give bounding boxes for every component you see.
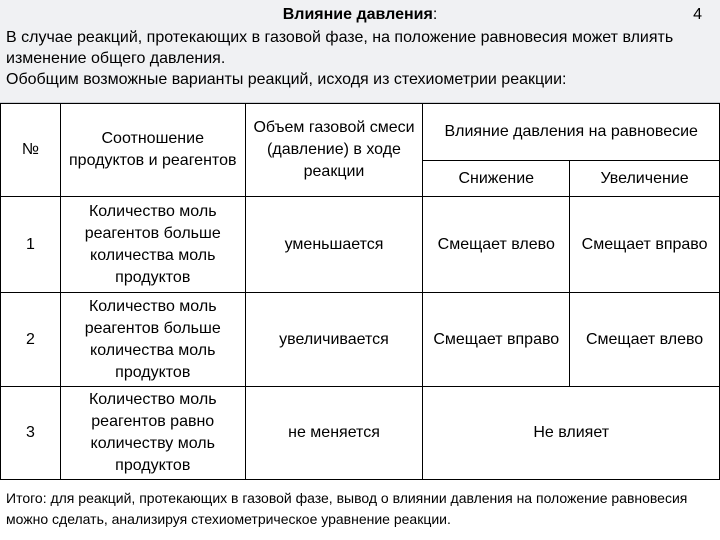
row-decrease: Смещает вправо [423, 293, 570, 387]
row-ratio: Количество моль реагентов больше количества моль продуктов [60, 197, 245, 293]
header-volume: Объем газовой смеси (давление) в ходе реакции [245, 104, 423, 197]
pressure-effect-table [0, 103, 720, 480]
intro-line-1: В случае реакций, протекающих в газовой фазе, на положение равновесия может влиять изменение общего давления. [6, 29, 674, 67]
table-row [1, 387, 720, 480]
row-decrease: Смещает влево [423, 197, 570, 293]
header-decrease: Снижение [423, 161, 570, 197]
intro-line-2: Обобщим возможные варианты реакций, исходя из стехиометрии реакции: [6, 71, 567, 88]
row-ratio: Количество моль реагентов больше количества моль продуктов [60, 293, 245, 387]
table-header-row [1, 104, 720, 161]
summary-text: Итого: для реакций, протекающих в газовой фазе, вывод о влиянии давления на положение равновесия можно сделать, анализируя стехиометрическое уравнение реакции. [6, 490, 688, 527]
slide-title [0, 6, 720, 24]
header-ratio: Соотношение продуктов и реагентов [60, 104, 245, 197]
table-row [1, 293, 720, 387]
header-increase: Увеличение [570, 161, 720, 197]
row-increase: Смещает вправо [570, 197, 720, 293]
row-volume: уменьшается [245, 197, 423, 293]
row-increase: Смещает влево [570, 293, 720, 387]
header-num: № [1, 104, 61, 197]
slide-header [0, 0, 720, 103]
table-row [1, 197, 720, 293]
page-number: 4 [693, 6, 702, 23]
row-ratio: Количество моль реагентов равно количеству моль продуктов [60, 387, 245, 480]
header-effect: Влияние давления на равновесие [423, 104, 720, 161]
slide-title-text: Влияние давления [282, 6, 433, 23]
row-no-effect: Не влияет [423, 387, 720, 480]
row-volume: не меняется [245, 387, 423, 480]
row-volume: увеличивается [245, 293, 423, 387]
row-num: 3 [1, 387, 61, 480]
row-num: 2 [1, 293, 61, 387]
row-num: 1 [1, 197, 61, 293]
slide-title-colon: : [432, 6, 438, 23]
intro-text [6, 27, 714, 90]
